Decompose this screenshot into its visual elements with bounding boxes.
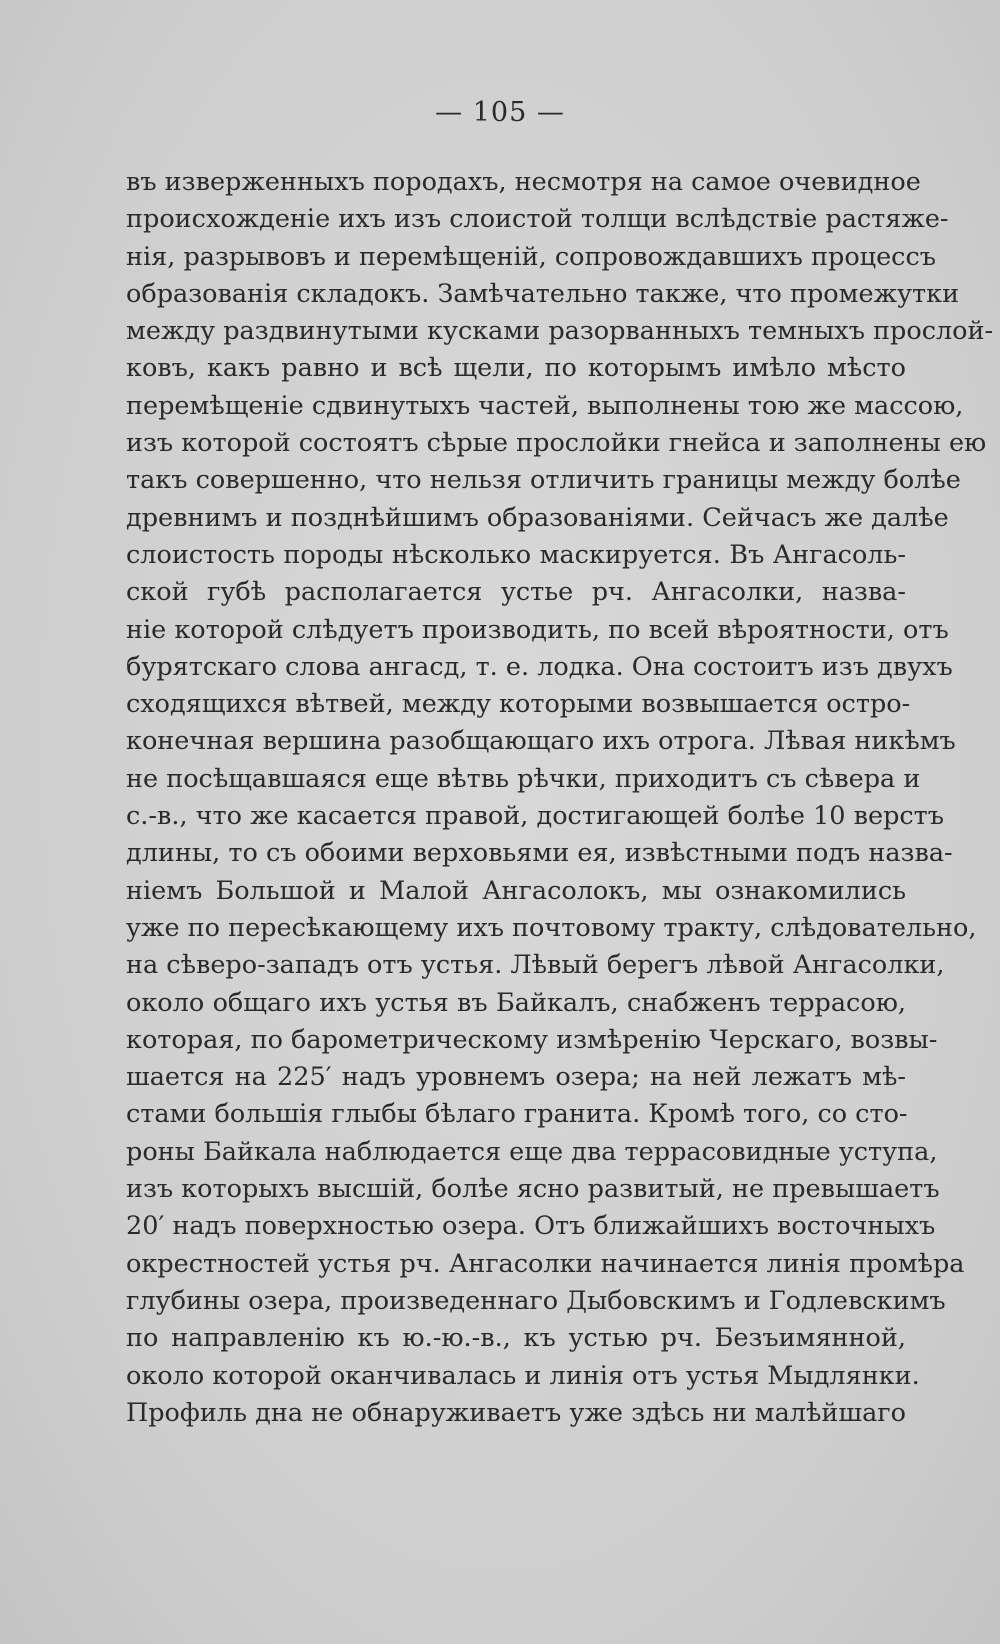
text-line: ской губѣ располагается устье рч. Ангасолки, назва-	[126, 577, 906, 608]
text-line: шается на 225′ надъ уровнемъ озера; на ней лежатъ мѣ-	[126, 1062, 906, 1093]
text-line: на сѣверо-западъ отъ устья. Лѣвый берегъ лѣвой Ангасолки,	[126, 950, 945, 981]
text-line: слоистость породы нѣсколько маскируется. Въ Ангасоль-	[126, 539, 906, 570]
text-line: Профиль дна не обнаруживаетъ уже здѣсь ни малѣйшаго	[126, 1397, 906, 1428]
text-line: изъ которой состоятъ сѣрые прослойки гнейса и заполнены ею	[126, 428, 987, 459]
text-line: ніе которой слѣдуетъ производить, по всей вѣроятности, отъ	[126, 614, 949, 645]
body-text	[126, 164, 994, 1432]
text-line: перемѣщеніе сдвинутыхъ частей, выполнены тою же массою,	[126, 390, 964, 421]
page-number: — 105 —	[435, 97, 565, 128]
text-line: бурятскаго слова ангасд, т. е. лодка. Она состоитъ изъ двухъ	[126, 651, 953, 682]
text-line: образованія складокъ. Замѣчательно также, что промежутки	[126, 278, 960, 309]
text-line: по направленію къ ю.-ю.-в., къ устью рч. Безъимянной,	[126, 1323, 906, 1354]
text-line: не посѣщавшаяся еще вѣтвь рѣчки, приходитъ съ сѣвера и	[126, 763, 921, 794]
text-line: въ изверженныхъ породахъ, несмотря на самое очевидное	[126, 167, 921, 197]
text-line: древнимъ и позднѣйшимъ образованіями. Сейчасъ же далѣе	[126, 502, 949, 533]
text-line: ковъ, какъ равно и всѣ щели, по которымъ имѣло мѣсто	[126, 353, 906, 384]
text-line: с.-в., что же касается правой, достигающей болѣе 10 верстъ	[126, 801, 945, 832]
text-line: нія, разрывовъ и перемѣщеній, сопровождавшихъ процессъ	[126, 241, 936, 272]
text-line: которая, по барометрическому измѣренію Черскаго, возвы-	[126, 1024, 938, 1055]
text-line: между раздвинутыми кусками разорванныхъ темныхъ прослой-	[126, 316, 994, 347]
text-line: конечная вершина разобщающаго ихъ отрога. Лѣвая никѣмъ	[126, 726, 956, 757]
text-line: длины, то съ обоими верховьями ея, извѣстными подъ назва-	[126, 838, 953, 869]
text-line: 20′ надъ поверхностью озера. Отъ ближайшихъ восточныхъ	[126, 1211, 936, 1242]
text-line: ніемъ Большой и Малой Ангасолокъ, мы ознакомились	[126, 875, 906, 906]
text-line: такъ совершенно, что нельзя отличить границы между болѣе	[126, 465, 961, 496]
text-line: роны Байкала наблюдается еще два террасовидные уступа,	[126, 1136, 938, 1167]
text-line: происхожденіе ихъ изъ слоистой толщи вслѣдствіе растяже-	[126, 204, 949, 235]
text-line: стами большія глыбы бѣлаго гранита. Кромѣ того, со сто-	[126, 1099, 908, 1130]
text-line: уже по пересѣкающему ихъ почтовому тракту, слѣдовательно,	[126, 912, 977, 943]
text-line: окрестностей устья рч. Ангасолки начинается линія промѣра	[126, 1248, 965, 1279]
text-line: глубины озера, произведеннаго Дыбовскимъ и Годлевскимъ	[126, 1285, 946, 1316]
text-line: около общаго ихъ устья въ Байкалъ, снабженъ террасою,	[126, 987, 906, 1018]
text-line: сходящихся вѣтвей, между которыми возвышается остро-	[126, 689, 911, 720]
text-line: изъ которыхъ высшій, болѣе ясно развитый, не превышаетъ	[126, 1174, 940, 1205]
text-line: около которой оканчивалась и линія отъ устья Мыдлянки.	[126, 1360, 920, 1391]
